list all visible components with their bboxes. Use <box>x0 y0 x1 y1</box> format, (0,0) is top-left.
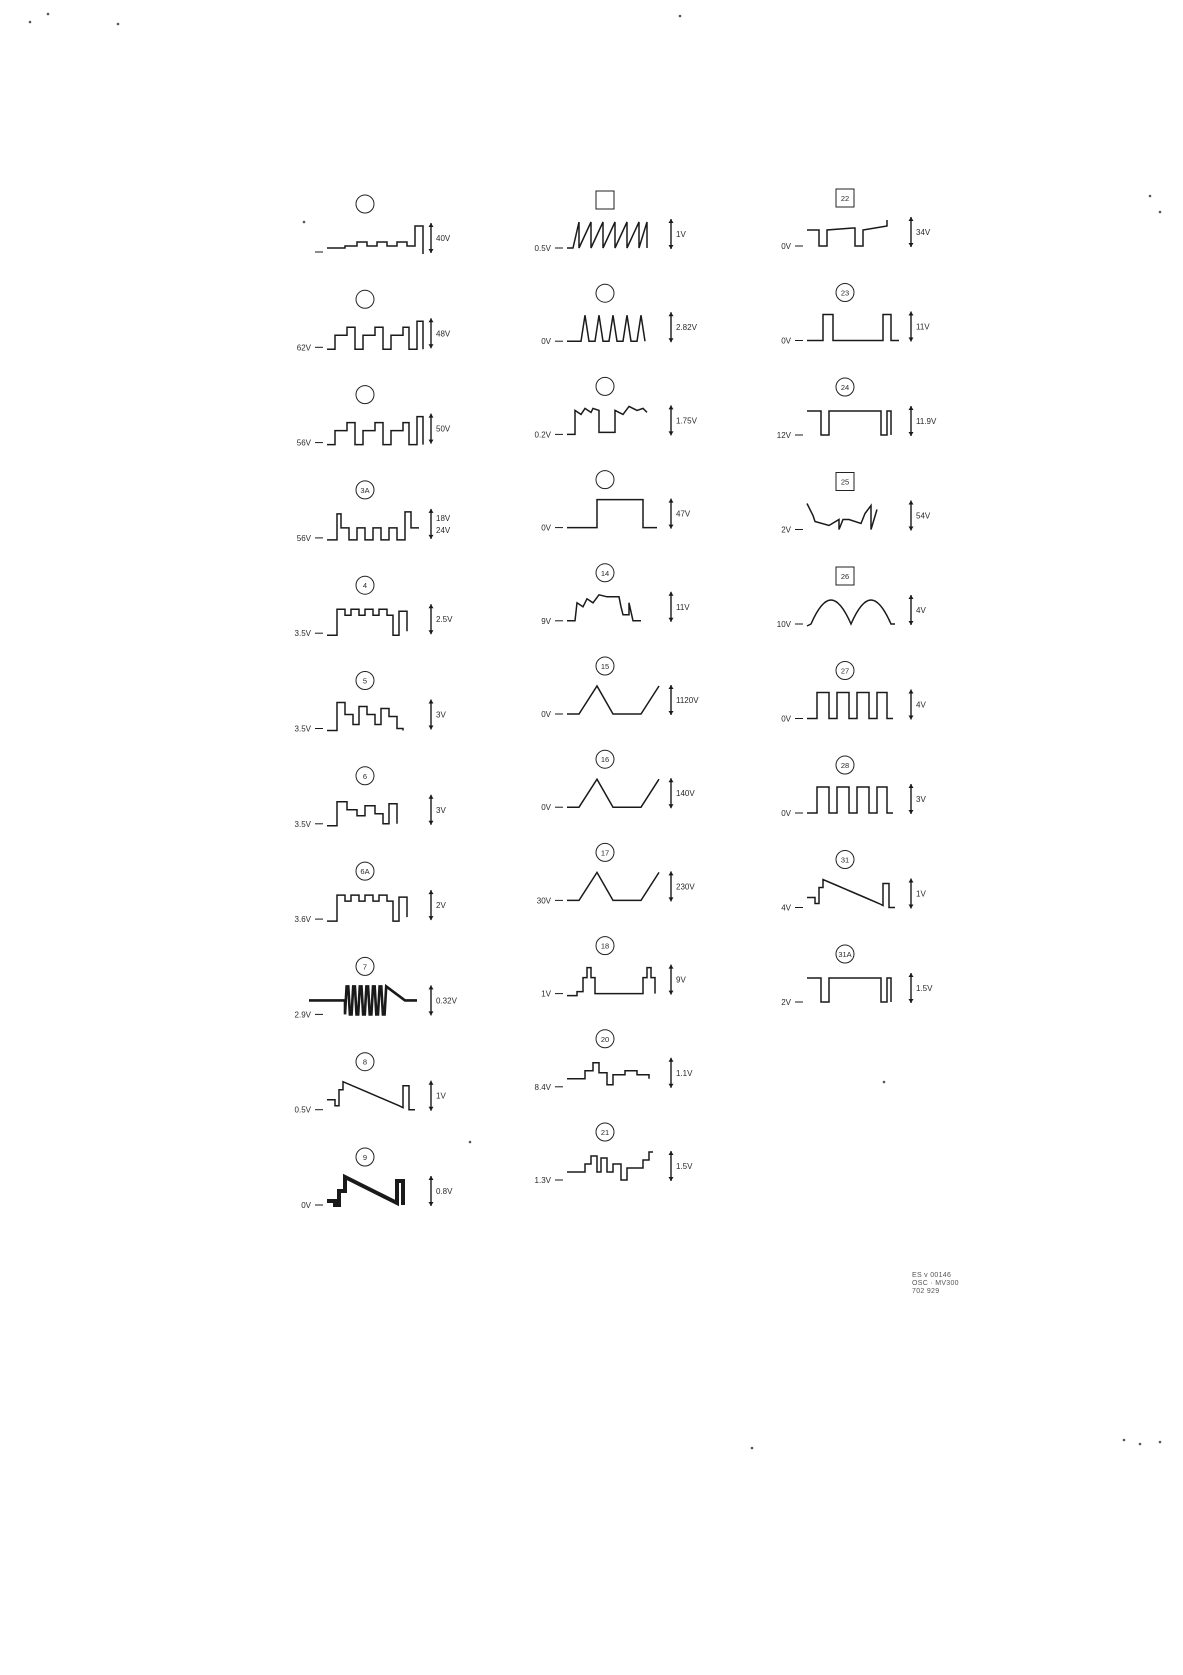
test-point-number: 17 <box>600 848 610 858</box>
baseline-voltage-label: 12V <box>776 431 791 440</box>
baseline-voltage-label: 1.3V <box>534 1176 551 1185</box>
waveform-w6 <box>295 767 447 829</box>
baseline-voltage-label: 0V <box>541 523 551 533</box>
waveform-w20 <box>535 1030 694 1092</box>
waveform-w6a <box>295 862 447 924</box>
baseline-voltage-label: 0V <box>781 336 791 346</box>
baseline-voltage-label: 9V <box>541 616 551 626</box>
baseline-voltage-label: 3.5V <box>294 724 311 734</box>
waveform-w23 <box>781 284 930 346</box>
scan-speck <box>1149 195 1152 198</box>
waveform-trace <box>807 315 899 341</box>
test-point-number: 26 <box>840 572 850 581</box>
waveform-w8 <box>295 1053 447 1115</box>
test-point-number: 21 <box>600 1128 610 1137</box>
test-point-number: 15 <box>600 662 610 671</box>
scan-speck <box>303 221 306 224</box>
waveform-trace <box>807 411 891 435</box>
test-point-circle-icon <box>356 195 374 213</box>
baseline-voltage-label: 0.2V <box>534 430 551 440</box>
test-point-number: 18 <box>600 941 610 951</box>
amplitude-voltage-label: 40V <box>436 234 451 243</box>
baseline-voltage-label: 56V <box>296 438 311 448</box>
baseline-voltage-label: 1V <box>541 989 551 999</box>
test-point-number: 14 <box>600 568 610 578</box>
waveform-trace <box>567 872 659 900</box>
test-point-number: 9 <box>362 1153 368 1162</box>
amplitude-voltage-label: 11V <box>676 602 690 612</box>
amplitude-voltage-label: 0.32V <box>436 996 457 1006</box>
scan-speck <box>469 1141 472 1144</box>
baseline-voltage-label: 0V <box>541 337 551 347</box>
waveform-w31a <box>781 945 933 1007</box>
test-point-number: 16 <box>600 755 610 765</box>
amplitude-voltage-label: 0.8V <box>436 1187 453 1196</box>
waveform-w3 <box>297 386 451 448</box>
waveform-w9 <box>301 1148 453 1210</box>
scan-speck <box>47 13 50 16</box>
waveform-w3a <box>297 481 451 543</box>
test-point-number: 24 <box>840 383 850 392</box>
baseline-voltage-label: 0V <box>541 803 551 813</box>
test-point-number: 31A <box>838 950 852 959</box>
amplitude-voltage-label: 3V <box>916 795 926 804</box>
waveform-trace <box>807 693 893 719</box>
waveform-w31 <box>781 851 926 913</box>
waveform-w28 <box>781 756 926 818</box>
baseline-voltage-label: 0.5V <box>294 1105 311 1115</box>
baseline-voltage-label: 0V <box>301 1201 311 1210</box>
baseline-voltage-label: 0V <box>781 809 791 818</box>
scan-speck <box>1159 1441 1162 1444</box>
waveform-trace <box>327 512 419 540</box>
waveform-trace <box>327 321 423 349</box>
test-point-number: 23 <box>840 288 850 298</box>
waveform-w5 <box>295 672 447 734</box>
test-point-circle-icon <box>356 386 374 404</box>
waveform-w18 <box>541 937 686 999</box>
test-point-number: 7 <box>362 962 368 972</box>
test-point-number: 27 <box>840 666 850 676</box>
waveform-w2 <box>297 290 451 352</box>
amplitude-voltage-label: 1.5V <box>916 984 933 993</box>
waveform-trace <box>327 895 407 921</box>
amplitude-voltage-label: 140V <box>676 789 695 799</box>
amplitude-voltage-label: 1V <box>676 230 686 239</box>
baseline-voltage-label: 62V <box>296 343 311 353</box>
waveform-w26 <box>777 567 927 629</box>
amplitude-voltage-label: 18V <box>436 513 451 523</box>
amplitude-voltage-label: 4V <box>916 606 926 615</box>
waveform-w14 <box>541 564 690 626</box>
test-point-number: 25 <box>840 477 850 487</box>
test-point-box-icon <box>596 191 614 209</box>
waveform-trace <box>567 500 657 528</box>
test-point-number: 28 <box>840 761 850 770</box>
waveform-w12 <box>535 377 698 439</box>
baseline-voltage-label: 3.6V <box>294 915 311 925</box>
amplitude-voltage-label: 1120V <box>676 696 699 705</box>
waveform-w15 <box>541 657 699 719</box>
amplitude-voltage-label: 48V <box>436 329 451 339</box>
amplitude-voltage-label: 2.82V <box>676 323 697 333</box>
waveform-trace <box>327 609 407 635</box>
waveform-trace <box>327 703 403 731</box>
reference-line-3: 702 929 <box>912 1288 940 1295</box>
scan-speck <box>29 21 32 24</box>
waveform-trace <box>567 1063 649 1085</box>
test-point-number: 6A <box>360 867 370 877</box>
amplitude-voltage-label: 11.9V <box>916 417 937 426</box>
scan-speck <box>1159 211 1162 214</box>
test-point-number: 5 <box>362 676 368 686</box>
waveform-w1 <box>315 195 451 254</box>
test-point-number: 8 <box>362 1057 368 1067</box>
scan-speck <box>883 1081 886 1084</box>
waveform-trace <box>567 222 647 248</box>
baseline-voltage-label: 2.9V <box>294 1010 311 1020</box>
scan-speck <box>1139 1443 1142 1446</box>
waveform-w13 <box>541 471 691 533</box>
amplitude-voltage-label: 2V <box>436 901 446 911</box>
amplitude-voltage-label: 1.75V <box>676 416 697 426</box>
waveform-trace <box>807 504 877 530</box>
waveform-trace <box>567 406 647 434</box>
test-point-number: 3A <box>360 485 370 495</box>
baseline-voltage-label: 8.4V <box>534 1082 551 1092</box>
waveform-w4 <box>295 576 454 638</box>
amplitude-voltage-label: 4V <box>916 700 926 710</box>
baseline-voltage-label: 0V <box>781 242 791 251</box>
baseline-voltage-label: 3.5V <box>294 629 311 639</box>
test-point-circle-icon <box>596 284 614 302</box>
amplitude-voltage-label: 1.1V <box>676 1068 693 1078</box>
amplitude-voltage-label: 11V <box>916 322 930 332</box>
test-point-number: 20 <box>600 1034 610 1044</box>
waveform-trace <box>327 802 397 826</box>
amplitude-voltage-label: 3V <box>436 805 446 815</box>
baseline-voltage-label: 0V <box>781 714 791 724</box>
test-point-number: 6 <box>362 771 368 781</box>
waveform-w17 <box>537 843 696 905</box>
scan-speck <box>117 23 120 26</box>
test-point-number: 4 <box>362 581 368 591</box>
amplitude-voltage-label: 1.5V <box>676 1162 693 1171</box>
baseline-voltage-label: 56V <box>296 533 311 543</box>
baseline-voltage-label: 4V <box>781 903 791 913</box>
waveform-trace <box>807 787 893 813</box>
baseline-voltage-label: 0.5V <box>534 244 551 253</box>
scan-speck <box>751 1447 754 1450</box>
waveform-trace <box>567 779 659 807</box>
waveform-trace <box>327 226 423 254</box>
amplitude-voltage-label-2: 24V <box>436 525 451 535</box>
waveform-trace <box>327 1177 403 1205</box>
amplitude-voltage-label: 47V <box>676 509 691 519</box>
amplitude-voltage-label: 3V <box>436 710 446 720</box>
waveform-w10 <box>535 191 687 253</box>
waveform-w11 <box>541 284 697 346</box>
waveform-trace <box>309 986 417 1014</box>
baseline-voltage-label: 30V <box>536 896 551 906</box>
scan-speck <box>679 15 682 18</box>
reference-line-1: ES v 00146 <box>912 1272 952 1279</box>
amplitude-voltage-label: 9V <box>676 975 686 985</box>
baseline-voltage-label: 2V <box>781 525 791 535</box>
test-point-number: 31 <box>840 855 850 865</box>
waveform-w22 <box>781 189 931 251</box>
baseline-voltage-label: 10V <box>776 620 791 629</box>
baseline-voltage-label: 0V <box>541 710 551 719</box>
waveform-trace <box>807 880 895 908</box>
reference-line-2: OSC · MV300 <box>912 1280 959 1287</box>
waveform-trace <box>567 686 659 714</box>
waveform-w16 <box>541 750 695 812</box>
amplitude-voltage-label: 2.5V <box>436 615 453 625</box>
waveform-trace <box>807 978 891 1002</box>
test-point-circle-icon <box>356 290 374 308</box>
reference-code-block <box>912 1272 959 1296</box>
amplitude-voltage-label: 1V <box>916 889 926 899</box>
waveform-trace <box>327 417 423 445</box>
baseline-voltage-label: 3.5V <box>294 819 311 829</box>
waveform-w27 <box>781 662 926 724</box>
waveform-w25 <box>781 473 931 535</box>
waveform-w7 <box>295 957 458 1019</box>
waveform-trace <box>567 595 641 621</box>
test-point-number: 22 <box>840 194 850 203</box>
waveform-trace <box>807 220 887 246</box>
baseline-voltage-label: 2V <box>781 998 791 1007</box>
waveform-trace <box>327 1082 415 1110</box>
amplitude-voltage-label: 50V <box>436 424 451 434</box>
waveform-trace <box>567 1152 653 1180</box>
amplitude-voltage-label: 230V <box>676 882 695 892</box>
waveform-trace <box>807 600 895 626</box>
amplitude-voltage-label: 34V <box>916 228 931 237</box>
scan-speck <box>1123 1439 1126 1442</box>
waveform-w24 <box>777 378 937 440</box>
test-point-circle-icon <box>596 377 614 395</box>
waveform-trace <box>567 968 655 996</box>
waveform-trace <box>567 315 645 341</box>
waveform-w21 <box>535 1123 694 1185</box>
amplitude-voltage-label: 1V <box>436 1091 446 1101</box>
test-point-circle-icon <box>596 471 614 489</box>
amplitude-voltage-label: 54V <box>916 511 931 521</box>
